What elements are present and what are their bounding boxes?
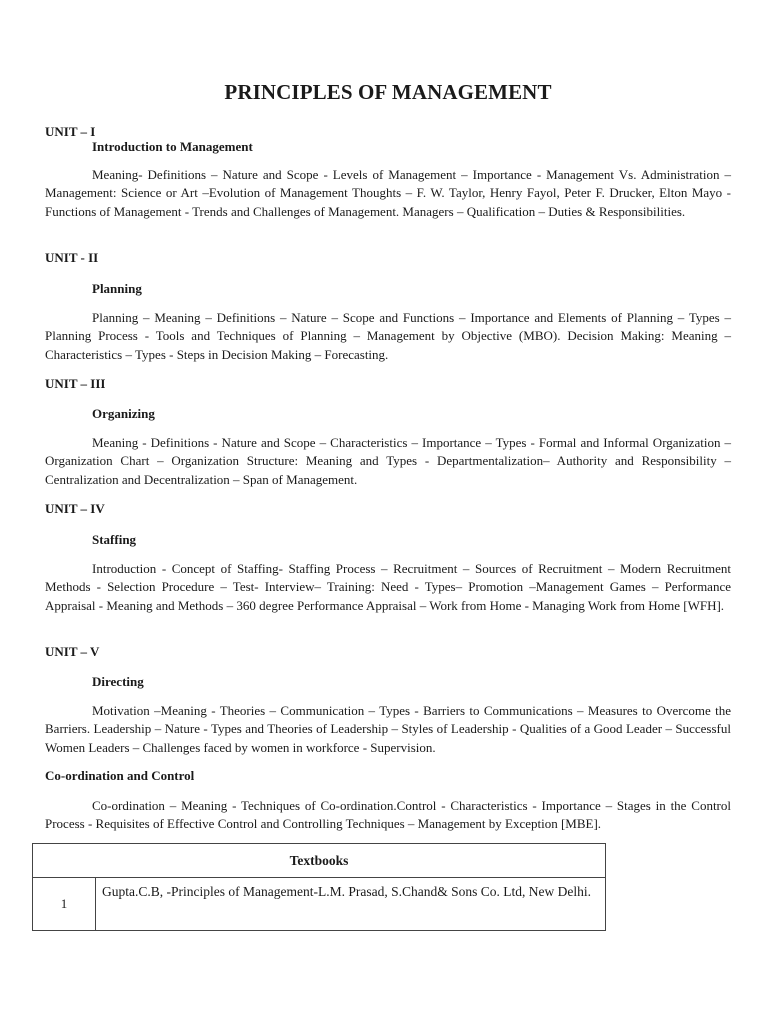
coordination-heading: Co-ordination and Control bbox=[45, 768, 195, 783]
unit-5-topic: Directing bbox=[92, 674, 144, 689]
unit-1-topic: Introduction to Management bbox=[92, 139, 253, 154]
textbook-number: 1 bbox=[33, 878, 96, 931]
unit-4-heading: UNIT – IV bbox=[45, 501, 105, 516]
unit-1-content: Meaning- Definitions – Nature and Scope - Levels of Management – Importance - Management Vs. Administration – Management: Science or Art –Evolution of Management Thoughts – F. W. Taylor, Henry Fayol, Peter F. Drucker, Elton Mayo - Functions of Management - Trends and Challenges of Management. Managers – Qualification – Duties & Responsibilities. bbox=[45, 167, 731, 219]
page-title: PRINCIPLES OF MANAGEMENT bbox=[224, 80, 552, 104]
unit-2-heading: UNIT - II bbox=[45, 250, 99, 265]
unit-2-content: Planning – Meaning – Definitions – Nature – Scope and Functions – Importance and Elements of Planning – Types – Planning Process - Tools and Techniques of Planning – Management by Objective (MBO). Decision Making: Meaning – Characteristics – Types - Steps in Decision Making – Forecasting. bbox=[45, 310, 731, 362]
table-row bbox=[33, 878, 606, 931]
textbook-reference: Gupta.C.B, -Principles of Management-L.M. Prasad, S.Chand& Sons Co. Ltd, New Delhi. bbox=[96, 878, 606, 931]
unit-4-topic: Staffing bbox=[92, 532, 137, 547]
unit-3-heading: UNIT – III bbox=[45, 376, 106, 391]
unit-5-heading: UNIT – V bbox=[45, 644, 100, 659]
unit-3-topic: Organizing bbox=[92, 406, 155, 421]
unit-5-content: Motivation –Meaning - Theories – Communication – Types - Barriers to Communications – Measures to Overcome the Barriers. Leadership – Nature - Types and Theories of Leadership – Styles of Leadership - Qualities of a Good Leader – Successful Women Leaders – Challenges faced by women in workforce - Supervision. bbox=[45, 703, 731, 755]
unit-3-content: Meaning - Definitions - Nature and Scope – Characteristics – Importance – Types - Formal and Informal Organization – Organization Chart – Organization Structure: Meaning and Types - Departmentalization– Authority and Responsibility – Centralization and Decentralization – Span of Management. bbox=[45, 435, 731, 487]
coordination-content: Co-ordination – Meaning - Techniques of Co-ordination.Control - Characteristics - Importance – Stages in the Control Process - Requisites of Effective Control and Controlling Techniques – Management by Exception [MBE]. bbox=[45, 798, 731, 832]
textbooks-table bbox=[32, 843, 606, 931]
unit-2-topic: Planning bbox=[92, 281, 142, 296]
unit-4-content: Introduction - Concept of Staffing- Staffing Process – Recruitment – Sources of Recruitment – Modern Recruitment Methods - Selection Procedure – Test- Interview– Training: Need - Types– Promotion –Management Games – Performance Appraisal - Meaning and Methods – 360 degree Performance Appraisal – Work from Home - Managing Work from Home [WFH]. bbox=[45, 561, 731, 613]
unit-1-heading: UNIT – I bbox=[45, 124, 96, 139]
textbooks-header-row bbox=[33, 844, 606, 878]
textbooks-header: Textbooks bbox=[33, 844, 606, 878]
